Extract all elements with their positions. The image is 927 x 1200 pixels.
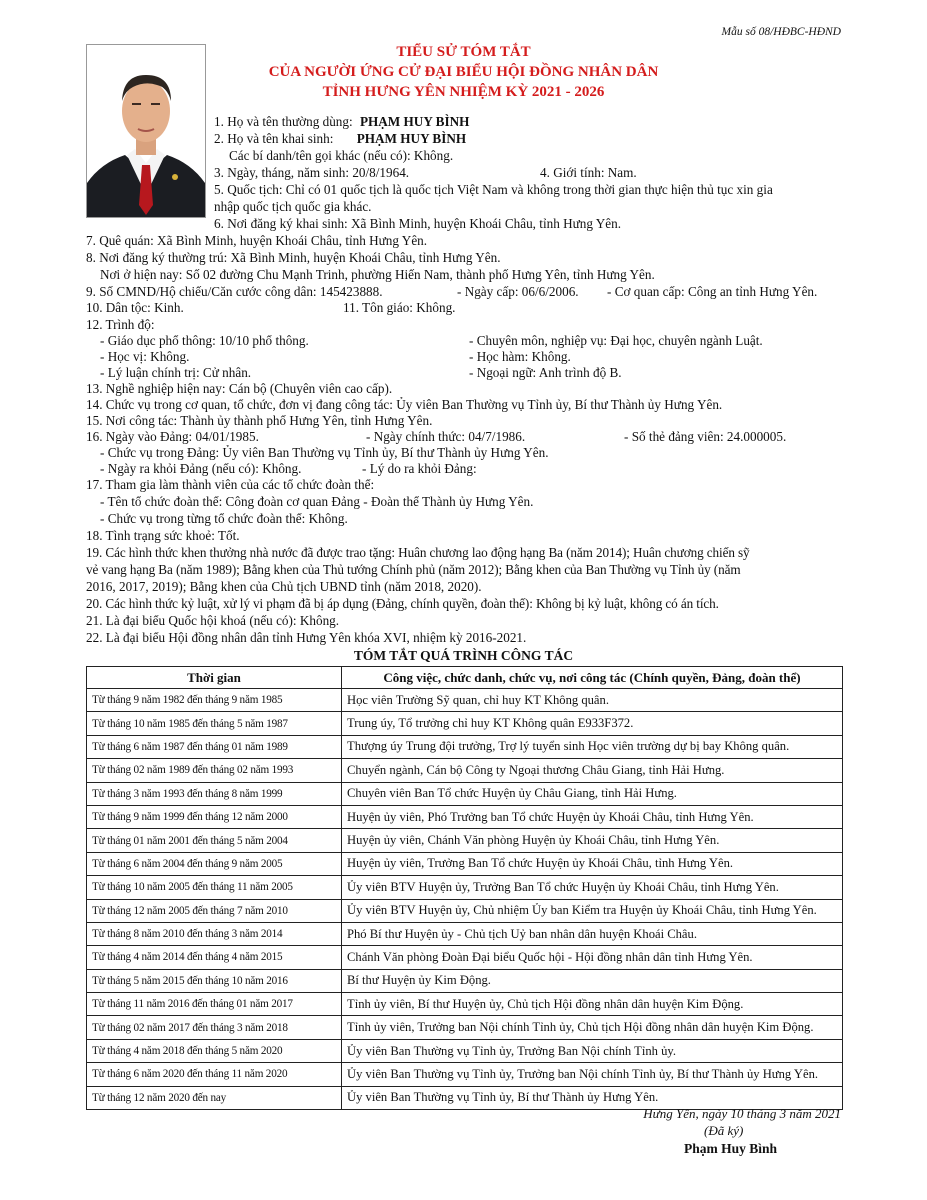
awards-line-1: 19. Các hình thức khen thưởng nhà nước đã được trao tặng: Huân chương lao động hạng Ba (năm 2014); Huân chương chiến sỹ	[86, 545, 750, 560]
career-time-cell: Từ tháng 5 năm 2015 đến tháng 10 năm 2016	[87, 969, 342, 992]
career-job-cell: Ủy viên Ban Thường vụ Tỉnh ủy, Trưởng ban Nội chính Tỉnh ủy, Bí thư Thành ủy Hưng Yên.	[342, 1063, 843, 1086]
table-row	[87, 1063, 843, 1086]
place-and-date: Hưng Yên, ngày 10 tháng 3 năm 2021	[643, 1106, 841, 1121]
career-job-cell: Huyện ủy viên, Trưởng Ban Tổ chức Huyện ủy Khoái Châu, tỉnh Hưng Yên.	[342, 852, 843, 875]
form-number: Mẫu số 08/HĐBC-HĐND	[721, 26, 841, 38]
career-time-cell: Từ tháng 6 năm 2004 đến tháng 9 năm 2005	[87, 852, 342, 875]
career-job-cell: Huyện ủy viên, Phó Trưởng ban Tổ chức Huyện ủy Khoái Châu, tỉnh Hưng Yên.	[342, 805, 843, 828]
column-header-job: Công việc, chức danh, chức vụ, nơi công tác (Chính quyền, Đảng, đoàn thể)	[342, 667, 843, 689]
portrait-photo	[86, 44, 206, 218]
table-row	[87, 735, 843, 758]
gender: 4. Giới tính: Nam.	[540, 165, 637, 180]
career-table-body	[87, 689, 843, 1110]
career-time-cell: Từ tháng 11 năm 2016 đến tháng 01 năm 2017	[87, 993, 342, 1016]
birth-name-label: 2. Họ và tên khai sinh:	[214, 131, 334, 146]
table-row	[87, 876, 843, 899]
hometown: 7. Quê quán: Xã Bình Minh, huyện Khoái Châu, tỉnh Hưng Yên.	[86, 233, 428, 248]
party-position: - Chức vụ trong Đảng: Ủy viên Ban Thường vụ Tỉnh ủy, Bí thư Thành ủy Hưng Yên.	[100, 445, 549, 460]
table-row	[87, 946, 843, 969]
career-time-cell: Từ tháng 6 năm 1987 đến tháng 01 năm 1989	[87, 735, 342, 758]
common-name-value: PHẠM HUY BÌNH	[359, 114, 470, 129]
date-of-birth: 3. Ngày, tháng, năm sinh: 20/8/1964.	[214, 165, 410, 180]
career-time-cell: Từ tháng 12 năm 2005 đến tháng 7 năm 2010	[87, 899, 342, 922]
table-row	[87, 1016, 843, 1039]
table-row	[87, 1039, 843, 1062]
document-title: TIỂU SỬ TÓM TẮT	[396, 44, 531, 60]
education-foreign-language: - Ngoại ngữ: Anh trình độ B.	[469, 365, 622, 380]
career-heading: TÓM TẮT QUÁ TRÌNH CÔNG TÁC	[353, 648, 574, 663]
career-time-cell: Từ tháng 10 năm 1985 đến tháng 5 năm 1987	[87, 712, 342, 735]
career-job-cell: Trung úy, Tổ trưởng chỉ huy KT Không quân E933F372.	[342, 712, 843, 735]
table-row	[87, 759, 843, 782]
career-job-cell: Ủy viên Ban Thường vụ Tỉnh ủy, Bí thư Thành ủy Hưng Yên.	[342, 1086, 843, 1109]
career-job-cell: Ủy viên BTV Huyện ủy, Chủ nhiệm Ủy ban Kiểm tra Huyện ủy Khoái Châu, tỉnh Hưng Yên.	[342, 899, 843, 922]
nationality-line-1: 5. Quốc tịch: Chỉ có 01 quốc tịch là quốc tịch Việt Nam và không trong thời gian thực hiện thủ tục xin gia	[214, 182, 773, 197]
career-time-cell: Từ tháng 4 năm 2014 đến tháng 4 năm 2015	[87, 946, 342, 969]
table-row	[87, 712, 843, 735]
workplace: 15. Nơi công tác: Thành ủy thành phố Hưng Yên, tỉnh Hưng Yên.	[86, 413, 433, 428]
table-row	[87, 899, 843, 922]
column-header-time: Thời gian	[87, 667, 342, 689]
organization-name: - Tên tổ chức đoàn thể: Công đoàn cơ quan Đảng - Đoàn thể Thành ủy Hưng Yên.	[100, 494, 534, 509]
table-row	[87, 969, 843, 992]
career-time-cell: Từ tháng 02 năm 2017 đến tháng 3 năm 2018	[87, 1016, 342, 1039]
current-position: 14. Chức vụ trong cơ quan, tổ chức, đơn vị đang công tác: Ủy viên Ban Thường vụ Tỉnh ủy, Bí thư Thành ủy Hưng Yên.	[86, 397, 723, 412]
permanent-residence: 8. Nơi đăng ký thường trú: Xã Bình Minh, huyện Khoái Châu, tỉnh Hưng Yên.	[86, 250, 501, 265]
career-time-cell: Từ tháng 3 năm 1993 đến tháng 8 năm 1999	[87, 782, 342, 805]
table-row	[87, 829, 843, 852]
career-job-cell: Tỉnh ủy viên, Bí thư Huyện ủy, Chủ tịch Hội đồng nhân dân huyện Kim Động.	[342, 993, 843, 1016]
education-general: - Giáo dục phổ thông: 10/10 phổ thông.	[100, 333, 309, 348]
education-academic-title: - Học hàm: Không.	[469, 349, 571, 364]
career-job-cell: Tỉnh ủy viên, Trưởng ban Nội chính Tỉnh ủy, Chủ tịch Hội đồng nhân dân huyện Kim Động.	[342, 1016, 843, 1039]
education-degree: - Học vị: Không.	[100, 349, 190, 364]
table-row	[87, 993, 843, 1016]
national-assembly-delegate: 21. Là đại biểu Quốc hội khoá (nếu có): Không.	[86, 613, 340, 628]
career-time-cell: Từ tháng 9 năm 1982 đến tháng 9 năm 1985	[87, 689, 342, 712]
career-job-cell: Học viên Trường Sỹ quan, chỉ huy KT Không quân.	[342, 689, 843, 712]
education-header: 12. Trình độ:	[86, 317, 155, 332]
career-job-cell: Chánh Văn phòng Đoàn Đại biểu Quốc hội - Hội đồng nhân dân tỉnh Hưng Yên.	[342, 946, 843, 969]
nationality-line-2: nhập quốc tịch quốc gia khác.	[214, 199, 372, 214]
education-political-theory: - Lý luận chính trị: Cử nhân.	[100, 365, 252, 380]
career-time-cell: Từ tháng 6 năm 2020 đến tháng 11 năm 2020	[87, 1063, 342, 1086]
organizations-header: 17. Tham gia làm thành viên của các tổ chức đoàn thể:	[86, 477, 375, 492]
career-time-cell: Từ tháng 12 năm 2020 đến nay	[87, 1086, 342, 1109]
signer-name: Phạm Huy Bình	[684, 1141, 778, 1156]
id-number: 9. Số CMND/Hộ chiếu/Căn cước công dân: 145423888.	[86, 284, 383, 299]
table-row	[87, 782, 843, 805]
party-card-number: - Số thẻ đảng viên: 24.000005.	[624, 429, 787, 444]
document-term: TỈNH HƯNG YÊN NHIỆM KỲ 2021 - 2026	[322, 84, 605, 100]
organization-position: - Chức vụ trong từng tổ chức đoàn thể: Không.	[100, 511, 348, 526]
education-specialty: - Chuyên môn, nghiệp vụ: Đại học, chuyên ngành Luật.	[469, 333, 763, 348]
birth-name-value: PHẠM HUY BÌNH	[356, 131, 467, 146]
career-job-cell: Thượng úy Trung đội trưởng, Trợ lý tuyển sinh Học viên trường dự bị bay Không quân.	[342, 735, 843, 758]
ethnicity: 10. Dân tộc: Kinh.	[86, 300, 184, 315]
health-status: 18. Tình trạng sức khoẻ: Tốt.	[86, 528, 240, 543]
career-time-cell: Từ tháng 8 năm 2010 đến tháng 3 năm 2014	[87, 922, 342, 945]
occupation: 13. Nghề nghiệp hiện nay: Cán bộ (Chuyên viên cao cấp).	[86, 381, 393, 396]
line-birth-name	[214, 131, 466, 146]
line-common-name	[214, 114, 469, 129]
party-leave-date: - Ngày ra khỏi Đảng (nếu có): Không.	[100, 461, 302, 476]
party-join-date: 16. Ngày vào Đảng: 04/01/1985.	[86, 429, 259, 444]
table-header-row	[87, 667, 843, 689]
career-job-cell: Ủy viên BTV Huyện ủy, Trưởng Ban Tổ chức Huyện ủy Khoái Châu, tỉnh Hưng Yên.	[342, 876, 843, 899]
table-row	[87, 689, 843, 712]
career-job-cell: Chuyên viên Ban Tổ chức Huyện ủy Châu Giang, tỉnh Hải Hưng.	[342, 782, 843, 805]
signed-note: (Đã ký)	[704, 1123, 744, 1138]
career-job-cell: Bí thư Huyện ủy Kim Động.	[342, 969, 843, 992]
document-subtitle: CỦA NGƯỜI ỨNG CỬ ĐẠI BIỂU HỘI ĐỒNG NHÂN DÂN	[268, 64, 659, 80]
current-address: Nơi ở hiện nay: Số 02 đường Chu Mạnh Trinh, phường Hiến Nam, thành phố Hưng Yên, tỉnh Hưng Yên.	[100, 267, 655, 282]
common-name-label: 1. Họ và tên thường dùng:	[214, 114, 353, 129]
discipline: 20. Các hình thức kỷ luật, xử lý vi phạm đã bị áp dụng (Đảng, chính quyền, đoàn thể): Không bị kỷ luật, không có án tích.	[86, 596, 719, 611]
table-row	[87, 922, 843, 945]
people-council-delegate: 22. Là đại biểu Hội đồng nhân dân tỉnh Hưng Yên khóa XVI, nhiệm kỳ 2016-2021.	[86, 630, 527, 645]
party-official-date: - Ngày chính thức: 04/7/1986.	[366, 429, 526, 444]
career-job-cell: Phó Bí thư Huyện ủy - Chủ tịch Uỷ ban nhân dân huyện Khoái Châu.	[342, 922, 843, 945]
party-leave-reason: - Lý do ra khỏi Đảng:	[362, 461, 477, 476]
career-job-cell: Huyện ủy viên, Chánh Văn phòng Huyện ủy Khoái Châu, tỉnh Hưng Yên.	[342, 829, 843, 852]
career-time-cell: Từ tháng 4 năm 2018 đến tháng 5 năm 2020	[87, 1039, 342, 1062]
id-issue-date: - Ngày cấp: 06/6/2006.	[457, 284, 579, 299]
table-row	[87, 852, 843, 875]
career-time-cell: Từ tháng 9 năm 1999 đến tháng 12 năm 2000	[87, 805, 342, 828]
career-job-cell: Ủy viên Ban Thường vụ Tỉnh ủy, Trưởng Ban Nội chính Tỉnh ủy.	[342, 1039, 843, 1062]
career-job-cell: Chuyển ngành, Cán bộ Công ty Ngoại thương Châu Giang, tỉnh Hải Hưng.	[342, 759, 843, 782]
birth-registration: 6. Nơi đăng ký khai sinh: Xã Bình Minh, huyện Khoái Châu, tỉnh Hưng Yên.	[214, 216, 622, 231]
career-table	[86, 666, 843, 1110]
career-time-cell: Từ tháng 01 năm 2001 đến tháng 5 năm 2004	[87, 829, 342, 852]
awards-line-2: vẻ vang hạng Ba (năm 1989); Bằng khen của Thủ tướng Chính phủ (năm 2012); Bằng khen của Ban Thường vụ Tỉnh ủy (năm	[86, 562, 741, 577]
aliases: Các bí danh/tên gọi khác (nếu có): Không.	[229, 148, 454, 163]
awards-line-3: 2016, 2017, 2019); Bằng khen của Chủ tịch UBND tỉnh (năm 2018, 2020).	[86, 579, 482, 594]
career-time-cell: Từ tháng 02 năm 1989 đến tháng 02 năm 1993	[87, 759, 342, 782]
religion: 11. Tôn giáo: Không.	[343, 300, 456, 315]
id-issuing-agency: - Cơ quan cấp: Công an tỉnh Hưng Yên.	[607, 284, 818, 299]
table-row	[87, 805, 843, 828]
career-time-cell: Từ tháng 10 năm 2005 đến tháng 11 năm 2005	[87, 876, 342, 899]
